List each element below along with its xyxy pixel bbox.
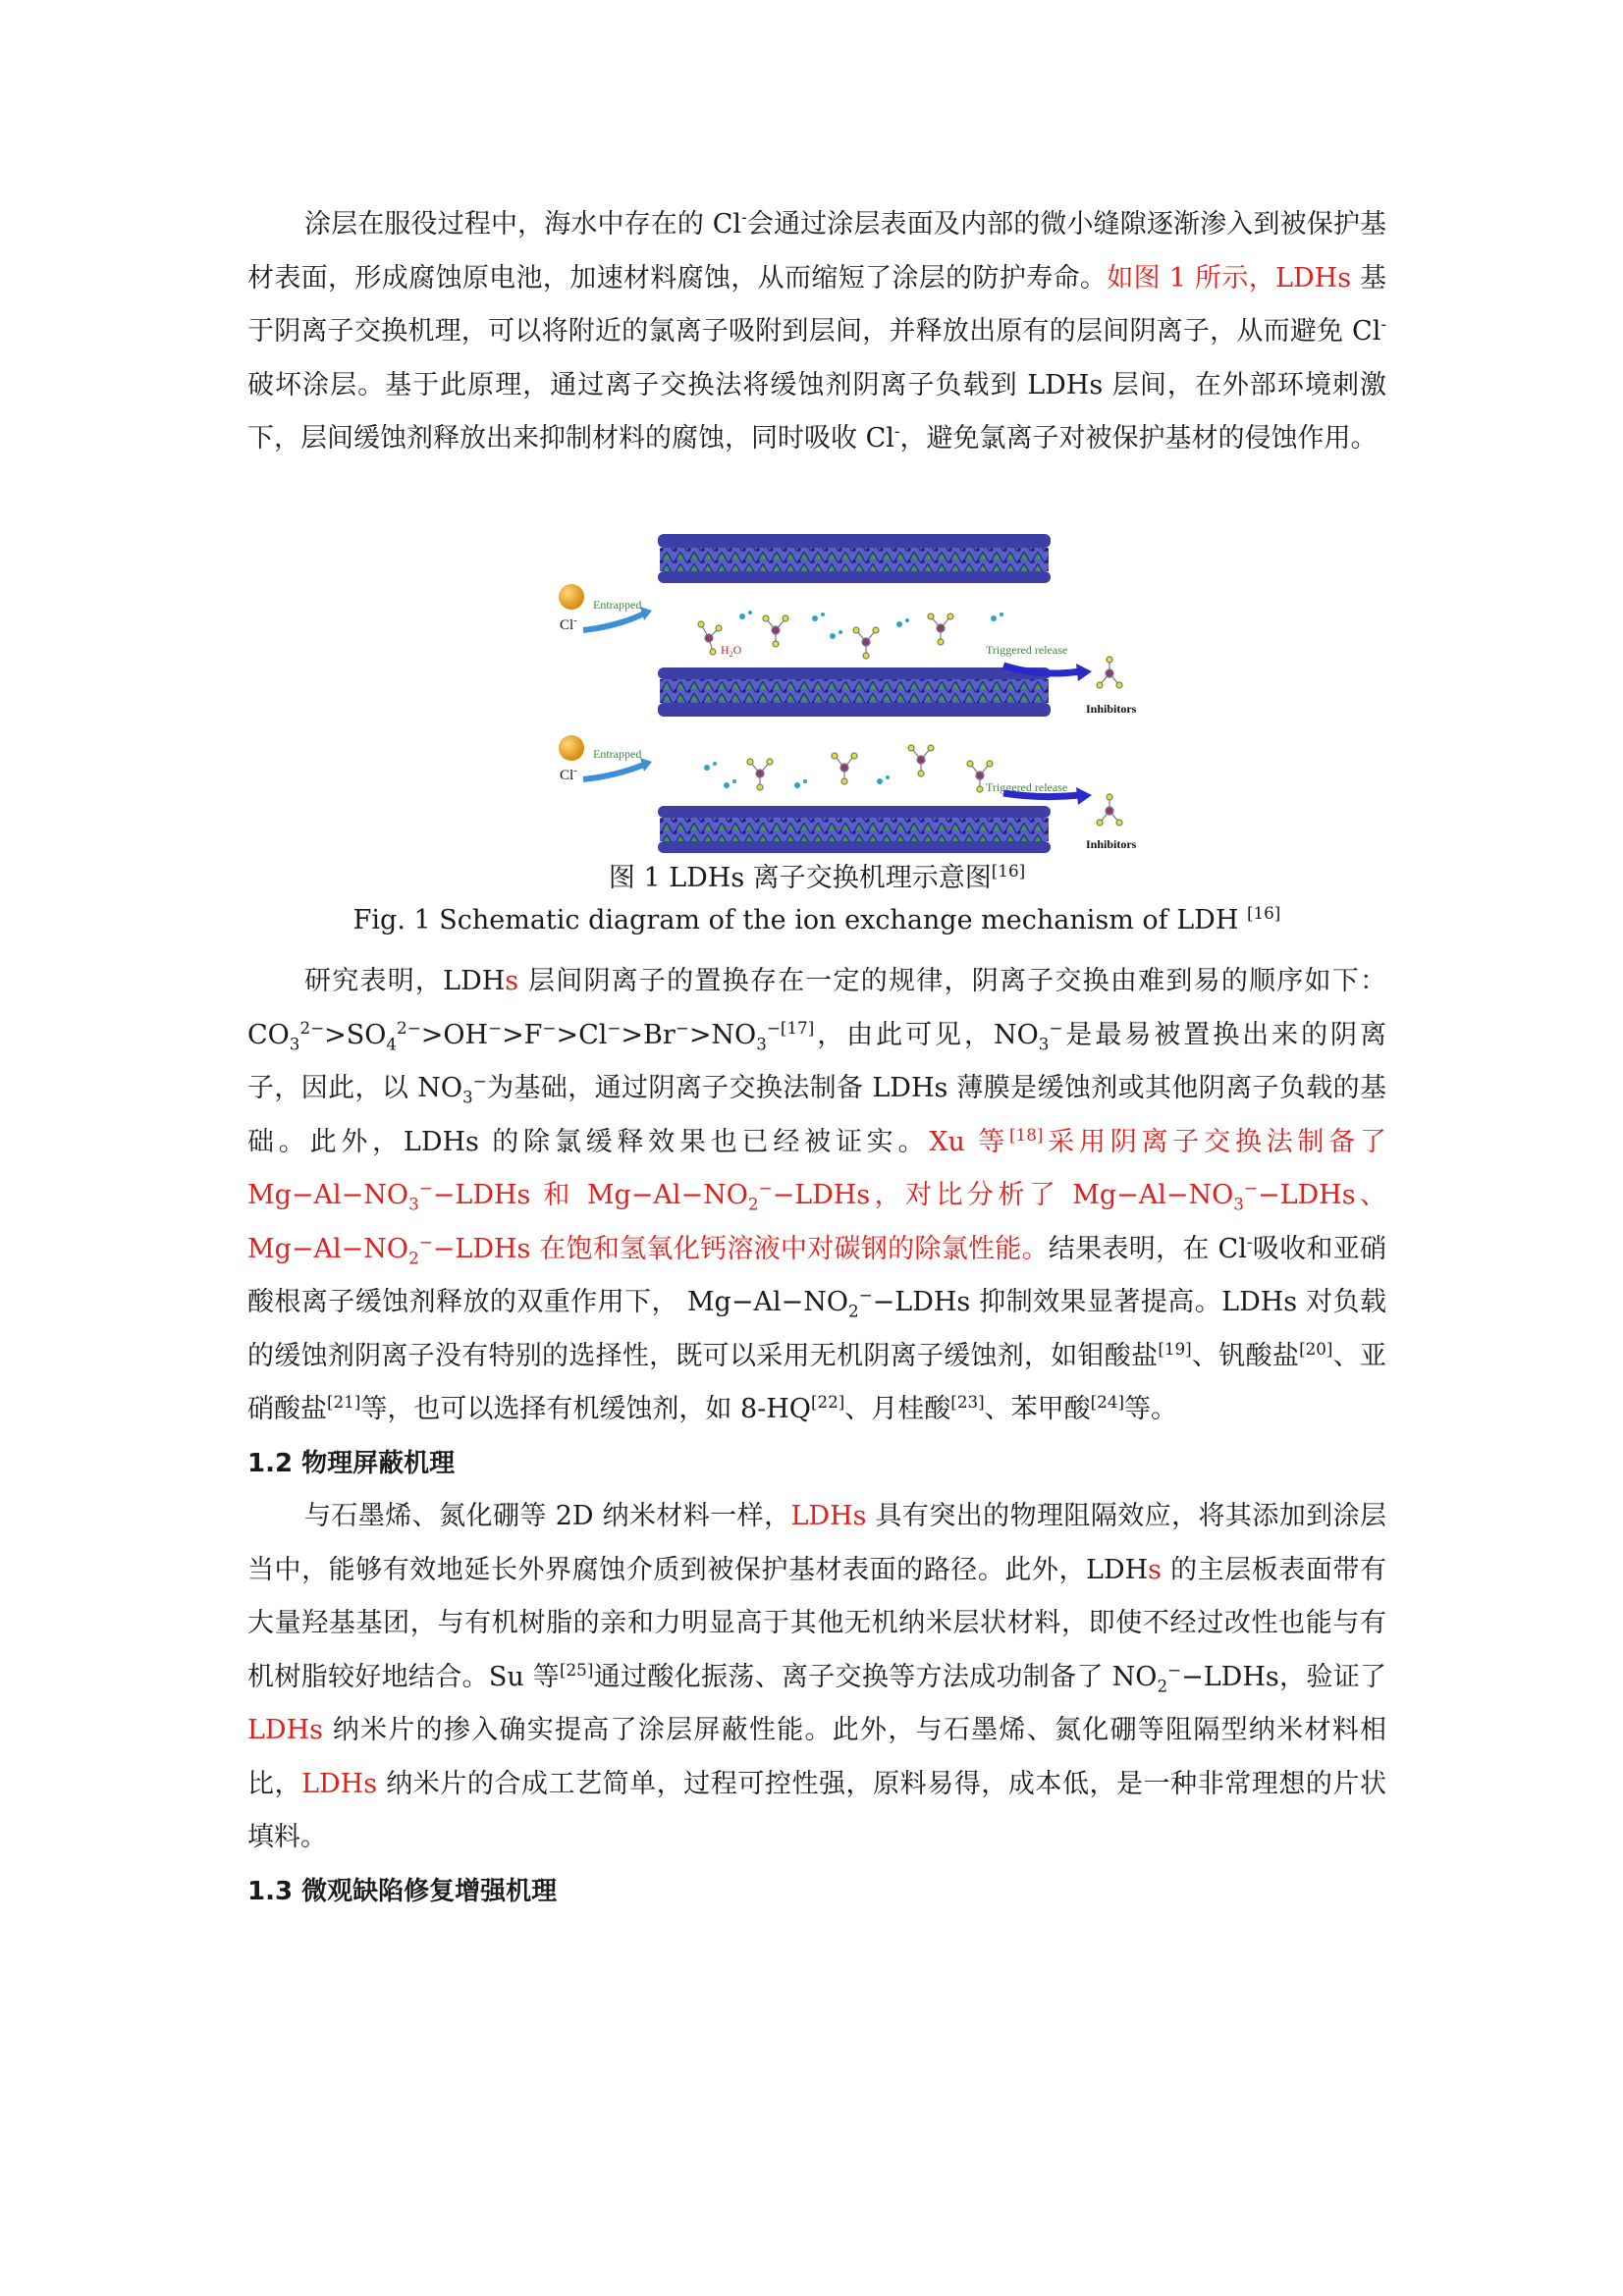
chloride-ion-icon-2 bbox=[559, 735, 584, 761]
svg-text:Cl-: Cl- bbox=[560, 766, 577, 783]
section-heading-1-3: 1.3 微观缺陷修复增强机理 bbox=[247, 1876, 558, 1906]
triggered-release-label: Triggered release bbox=[986, 643, 1068, 657]
paragraph-1: 涂层在服役过程中，海水中存在的 Cl-会通过涂层表面及内部的微小缝隙逐渐渗入到被保护基材表面，形成腐蚀原电池，加速材料腐蚀，从而缩短了涂层的防护寿命。如图 1 所示，LDHs 基于阴离子交换机理，可以将附近的氯离子吸附到层间，并释放出原有的层间阴离子，从而避免 Cl-破坏涂层。基于此原理，通过离子交换法将缓蚀剂阴离子负载到 LDHs 层间，在外部环境刺激下，层间缓蚀剂释放出来抑制材料的腐蚀，同时吸收 Cl-，避免氯离子对被保护基材的侵蚀作用。 bbox=[247, 207, 1386, 454]
inhibitors-label-2: Inhibitors bbox=[1086, 837, 1137, 851]
svg-text:Cl-: Cl- bbox=[560, 615, 577, 633]
entrapped-arrow-icon bbox=[583, 613, 646, 630]
released-inhibitor-icon bbox=[1097, 657, 1122, 826]
chloride-ion-icon bbox=[559, 584, 584, 610]
ldh-layer-middle bbox=[658, 667, 1051, 717]
section-heading-1-2: 1.2 物理屏蔽机理 bbox=[247, 1448, 456, 1478]
entrapped-label: Entrapped bbox=[593, 598, 642, 612]
main-body bbox=[247, 955, 1386, 1918]
paragraph-2: 研究表明，LDHs 层间阴离子的置换存在一定的规律，阴离子交换由难到易的顺序如下：$CO_3^{2-}>SO_4^{2-}>OH^->F^->Cl^->Br^->NO_3^{-[17]}$，由此可见，$NO_3^-$是最易被置换出来的阴离子，因此，以 $NO_3^-$为基础，通过阴离子交换法制备 LDHs 薄膜是缓蚀剂或其他阴离子负载的基础。此外，LDHs 的除氯缓释效果也已经被证实。Xu 等[18]采用阴离子交换法制备了 $Mg-Al-NO_3^--LDHs$ 和 $Mg-Al-NO_2^--LDHs$，对比分析了 $Mg-Al-NO_3^--LDHs$、$Mg-Al-NO_2^--LDHs$ 在饱和氢氧化钙溶液中对碳钢的除氯性能。结果表明，在 Cl-吸收和亚硝酸根离子缓蚀剂释放的双重作用下， $Mg-Al-NO_2^--LDHs$ 抑制效果显著提高。LDHs 对负载的缓蚀剂阴离子没有特别的选择性，既可以采用无机阴离子缓蚀剂，如钼酸盐[19]、钒酸盐[20]、亚硝酸盐[21]等，也可以选择有机缓蚀剂，如 8-HQ[22]、月桂酸[23]、苯甲酸[24]等。 bbox=[247, 966, 1387, 1424]
ldh-layer-bottom bbox=[658, 806, 1051, 853]
entrapped-arrow-icon-2 bbox=[583, 764, 646, 779]
figure-caption-en: Fig. 1 Schematic diagram of the ion exchange mechanism of LDH [16] bbox=[352, 903, 1281, 935]
inhibitor-molecules-lower bbox=[747, 745, 993, 792]
figure-caption-cn: 图 1 LDHs 离子交换机理示意图[16] bbox=[608, 861, 1026, 893]
triggered-release-label-2: Triggered release bbox=[986, 780, 1068, 794]
figure-reference: 如图 1 所示，LDHs bbox=[1107, 262, 1352, 294]
release-arrow-icon-2 bbox=[1003, 793, 1080, 797]
inhibitors-label: Inhibitors bbox=[1086, 702, 1137, 716]
water-label: $H_2O$ bbox=[721, 643, 742, 659]
water-molecules-lower bbox=[704, 762, 890, 788]
entrapped-label-2: Entrapped bbox=[593, 747, 642, 761]
ldh-ion-exchange-figure bbox=[550, 528, 1149, 854]
ldh-layer-top bbox=[658, 534, 1051, 583]
paragraph-3: 与石墨烯、氮化硼等 2D 纳米材料一样，LDHs 具有突出的物理阻隔效应，将其添加到涂层当中，能够有效地延长外界腐蚀介质到被保护基材表面的路径。此外，LDHs 的主层板表面带有大量羟基基团，与有机树脂的亲和力明显高于其他无机纳米层状材料，即使不经过改性也能与有机树脂较好地结合。Su 等[25]通过酸化振荡、离子交换等方法成功制备了 $NO_2^--LDHs$，验证了 LDHs 纳米片的掺入确实提高了涂层屏蔽性能。此外，与石墨烯、氮化硼等阻隔型纳米材料相比，LDHs 纳米片的合成工艺简单，过程可控性强，原料易得，成本低，是一种非常理想的片状填料。 bbox=[247, 1501, 1387, 1852]
